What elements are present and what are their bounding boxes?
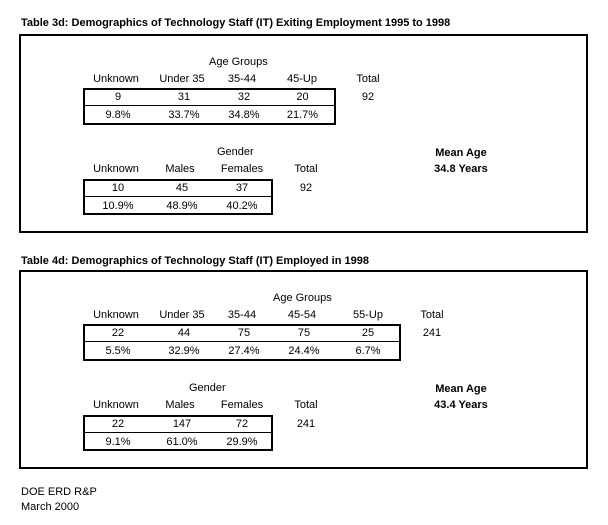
table4-gender-pct: 9.1%	[105, 436, 131, 448]
table3-age-header: 35-44	[227, 73, 257, 85]
table4-title: Table 4d: Demographics of Technology Staff (IT) Employed in 1998	[21, 255, 369, 267]
table4-total-header: Total	[420, 309, 444, 321]
table4-gender-count: 72	[235, 418, 249, 430]
table4-panel	[19, 270, 588, 469]
table3-gender-pct: 10.9%	[102, 200, 134, 212]
table3-age-header: Under 35	[159, 73, 205, 85]
table4-age-header: Unknown	[93, 309, 139, 321]
table4-gender-total-header: Total	[294, 399, 318, 411]
table3-gender-count: 10	[111, 182, 125, 194]
table4-gender-count: 22	[111, 418, 125, 430]
table3-age-pct: 34.8%	[228, 109, 260, 121]
table4-age-pct: 5.5%	[105, 345, 131, 357]
table4-age-header: 35-44	[227, 309, 257, 321]
table3-age-total: 92	[361, 91, 375, 103]
table3-mean-age-value: 34.8 Years	[434, 163, 488, 175]
table4-gender-total: 241	[296, 418, 316, 430]
table4-age-total: 241	[422, 327, 442, 339]
table3-mean-age-label: Mean Age	[435, 147, 487, 159]
table3-gender-pct: 48.9%	[166, 200, 198, 212]
table3-age-count: 20	[296, 91, 309, 103]
table3-total-header: Total	[356, 73, 380, 85]
footer-source: DOE ERD R&P	[21, 486, 97, 498]
table3-gender-label: Gender	[217, 146, 254, 158]
table3-age-count: 31	[177, 91, 191, 103]
table4-gender-grid	[83, 415, 273, 451]
table3-age-count: 32	[237, 91, 251, 103]
table3-gender-total-header: Total	[294, 163, 318, 175]
table4-gender-header: Males	[165, 399, 195, 411]
table3-gender-header: Males	[165, 163, 195, 175]
table3-gender-grid	[83, 179, 273, 215]
table4-gender-pct: 61.0%	[166, 436, 198, 448]
table4-age-pct: 32.9%	[168, 345, 200, 357]
table4-age-count: 25	[361, 327, 375, 339]
table4-age-header: 55-Up	[353, 309, 383, 321]
table4-age-header: 45-54	[287, 309, 317, 321]
footer-date: March 2000	[21, 501, 80, 513]
table3-age-group-label: Age Groups	[209, 56, 268, 68]
table4-age-pct: 24.4%	[288, 345, 320, 357]
table4-age-header: Under 35	[159, 309, 205, 321]
table3-gender-count: 45	[175, 182, 189, 194]
table4-age-count: 44	[177, 327, 191, 339]
table3-gender-count: 37	[235, 182, 249, 194]
table4-age-pct: 6.7%	[355, 345, 381, 357]
table4-gender-header: Females	[220, 399, 264, 411]
table3-age-pct: 21.7%	[286, 109, 319, 121]
table4-gender-count: 147	[172, 418, 192, 430]
table4-age-count: 75	[237, 327, 251, 339]
table3-panel	[19, 34, 588, 233]
table3-gender-header: Females	[220, 163, 264, 175]
table4-gender-pct: 29.9%	[226, 436, 258, 448]
table4-gender-header: Unknown	[93, 399, 139, 411]
table3-age-pct: 9.8%	[105, 109, 131, 121]
table3-gender-pct: 40.2%	[226, 200, 258, 212]
table4-age-count: 75	[297, 327, 311, 339]
table4-age-grid	[83, 324, 401, 361]
table3-gender-header: Unknown	[93, 163, 139, 175]
table3-age-grid	[83, 88, 336, 125]
table4-age-count: 22	[111, 327, 125, 339]
table3-age-header: 45-Up	[287, 73, 317, 85]
table3-age-pct: 33.7%	[168, 109, 200, 121]
table3-age-header: Unknown	[93, 73, 139, 85]
table3-gender-total: 92	[299, 182, 313, 194]
table4-mean-age-label: Mean Age	[435, 383, 487, 395]
table3-age-count: 9	[114, 91, 122, 103]
table4-age-group-label: Age Groups	[273, 292, 332, 304]
table3-title: Table 3d: Demographics of Technology Staff (IT) Exiting Employment 1995 to 1998	[21, 17, 451, 29]
table4-gender-label: Gender	[189, 382, 226, 394]
table4-mean-age-value: 43.4 Years	[434, 399, 488, 411]
table4-age-pct: 27.4%	[228, 345, 260, 357]
